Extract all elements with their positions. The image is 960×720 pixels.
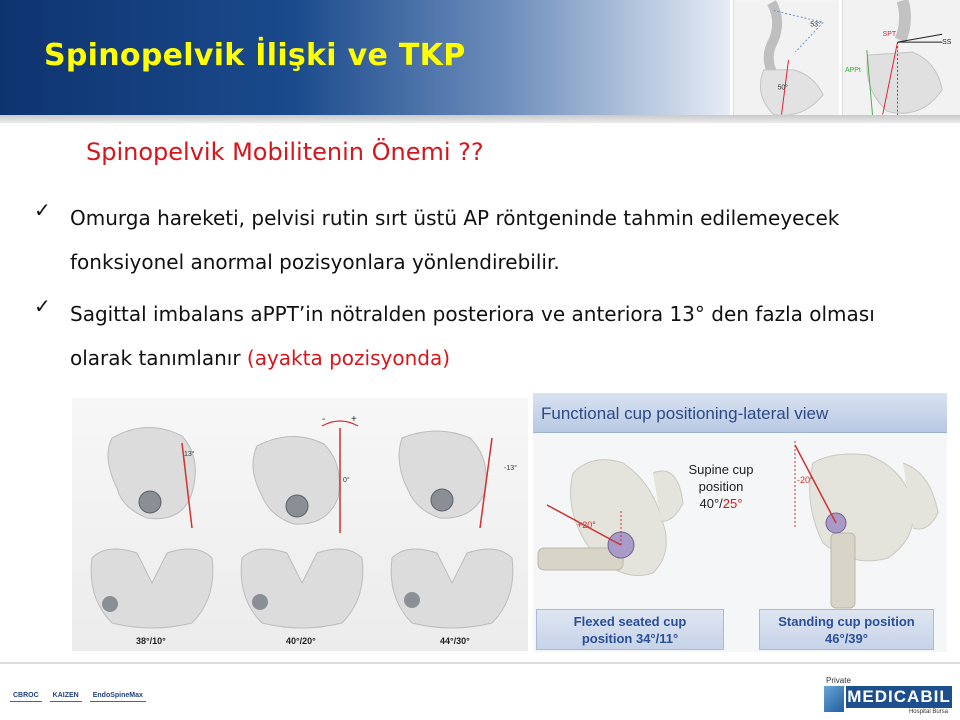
angle-label-bottom: 50° [777, 84, 789, 92]
bullet-list [32, 196, 912, 388]
pelvis-caption: 40°/20° [286, 636, 316, 646]
slide-subtitle: Spinopelvik Mobilitenin Önemi ?? [86, 138, 484, 166]
pelvis-caption: 44°/30° [440, 636, 470, 646]
brand-private: Private [826, 676, 851, 685]
ss-label: SS [942, 39, 952, 47]
standing-angle: -20° [797, 475, 814, 485]
supine-line-2: position [698, 479, 744, 494]
cup-figure-header [533, 393, 947, 433]
footer-divider [0, 662, 960, 664]
caption-line-2: position 34°/11° [581, 631, 679, 646]
supine-cup-label [679, 461, 763, 512]
angle-label: 13° [184, 451, 195, 458]
caption-line-1: Standing cup position [778, 614, 915, 629]
slide-title: Spinopelvik İlişki ve TKP [44, 38, 466, 73]
header-divider [0, 115, 960, 123]
tilt-minus: - [322, 414, 326, 425]
brand-city: Hospital Bursa [908, 709, 948, 715]
lateral-pelvis-2 [253, 414, 358, 533]
seated-angle: +20° [577, 520, 596, 530]
bullet-text-main: Sagittal imbalans aPPT’in nötralden posteriora ve anteriora 13° den fazla olması olarak tanımlanır [70, 302, 875, 370]
pelvic-tilt-comparison-figure [72, 398, 528, 651]
title-banner [0, 0, 730, 115]
brand-name: MEDICABIL [847, 687, 951, 706]
functional-cup-figure [533, 393, 947, 652]
angle-label-top: 53° [810, 21, 821, 29]
supine-line-1: Supine cup [688, 462, 754, 477]
partner-logos [10, 684, 146, 708]
bullet-item [32, 196, 912, 284]
bullet-item [32, 292, 912, 380]
supine-value [679, 495, 763, 512]
cbroc-logo: CBROC [10, 690, 42, 702]
angle-label: -13° [504, 465, 517, 472]
medicabil-logo [822, 676, 952, 716]
checkmark-icon: ✓ [34, 198, 51, 222]
checkmark-icon: ✓ [34, 294, 51, 318]
seated-cup-caption [536, 609, 724, 650]
caption-line-1: Flexed seated cup [573, 614, 687, 629]
cup-figure-title: Functional cup positioning-lateral view [541, 404, 829, 423]
pelvic-tilt-figure [842, 0, 960, 122]
appt-label: APPt [844, 66, 861, 74]
standing-cup-caption [759, 609, 934, 650]
ap-pelvis-2 [241, 549, 363, 646]
brand-mark-icon [824, 686, 844, 712]
tilt-plus: + [351, 414, 357, 425]
supine-value-a: 40°/ [699, 496, 723, 511]
spt-label: SPT [882, 31, 897, 39]
ap-pelvis-3 [391, 549, 513, 646]
bullet-text: Omurga hareketi, pelvisi rutin sırt üstü AP röntgeninde tahmin edilemeyecek fonksiyonel anormal pozisyonlara yönlendirebilir. [70, 206, 840, 274]
pelvis-caption: 38°/10° [136, 636, 166, 646]
lateral-pelvis-3 [399, 431, 517, 528]
ap-pelvis-1 [91, 549, 213, 646]
supine-value-b: 25° [722, 496, 743, 511]
bullet-text [70, 292, 912, 380]
endospinemax-logo: EndoSpineMax [90, 690, 146, 702]
caption-line-2: 46°/39° [825, 631, 868, 646]
lateral-pelvis-1 [108, 427, 195, 528]
kaizen-logo: KAIZEN [50, 690, 82, 702]
bullet-highlight: (ayakta pozisyonda) [246, 346, 451, 370]
angle-label: 0° [343, 477, 350, 484]
spine-lateral-figure [733, 0, 839, 122]
